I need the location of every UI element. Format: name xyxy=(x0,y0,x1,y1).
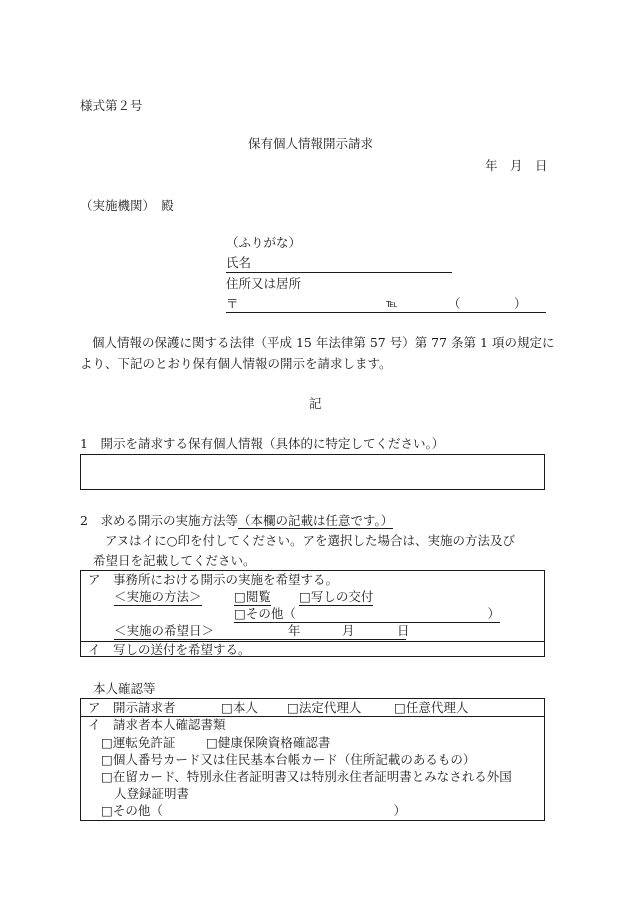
year-label: 年 xyxy=(288,623,301,638)
checkbox-legal-rep[interactable] xyxy=(287,700,299,715)
section2-instruction-1: アヌはイに○印を付してください。アを選択した場合は、実施の方法及び xyxy=(105,533,516,548)
checkbox-mynumber[interactable] xyxy=(101,752,113,767)
option-self[interactable]: □ 本人 xyxy=(221,702,258,715)
desired-date-field[interactable] xyxy=(114,623,410,640)
identity-box xyxy=(80,698,545,821)
doc-other-close: ） xyxy=(393,803,406,818)
furigana-label: （ふりがな） xyxy=(226,235,302,250)
doc-license[interactable]: □ 運転免許証 xyxy=(101,737,175,750)
name-label: 氏名 xyxy=(226,255,252,270)
option-voluntary-rep[interactable]: □ 任意代理人 xyxy=(394,702,468,715)
method-copy[interactable]: □ 写しの交付 xyxy=(299,591,373,606)
address-label: 住所又は居所 xyxy=(226,276,302,291)
doc-residence[interactable]: □ 在留カード、特別永住者証明書又は特別永住者証明書とみなされる外国 xyxy=(101,771,512,784)
checkbox-doc-other[interactable] xyxy=(101,803,113,818)
addressee: （実施機関） 殿 xyxy=(80,198,174,213)
checkbox-insurance[interactable] xyxy=(206,735,218,750)
method-box xyxy=(80,570,545,657)
date-field[interactable]: 年 月 日 xyxy=(485,158,548,173)
method-other[interactable]: □ その他（ ） xyxy=(234,608,500,623)
tel-label: ℡ xyxy=(386,297,398,310)
doc-mynumber[interactable]: □ 個人番号カード又は住民基本台帳カード（住所記載のあるもの） xyxy=(101,754,475,767)
checkbox-other-method[interactable] xyxy=(234,606,246,621)
option-legal-rep[interactable]: □ 法定代理人 xyxy=(287,702,361,715)
name-field[interactable] xyxy=(226,257,452,273)
postal-mark: 〒 xyxy=(226,296,239,311)
doc-residence-line2: 人登録証明書 xyxy=(114,786,190,801)
method-other-close: ） xyxy=(487,606,500,621)
form-number: 様式第２号 xyxy=(80,98,143,113)
form-title: 保有個人情報開示請求 xyxy=(248,136,374,151)
section2-instruction-2: 希望日を記載してください。 xyxy=(93,553,256,568)
address-tel-field[interactable] xyxy=(226,298,546,313)
option-a[interactable]: ア 事務所における開示の実施を希望する。 xyxy=(88,572,339,587)
identity-heading: 本人確認等 xyxy=(93,681,156,696)
doc-insurance[interactable]: □ 健康保険資格確認書 xyxy=(206,737,330,750)
method-view[interactable]: □ 閲覧 xyxy=(234,591,271,606)
tel-parens: （ ） xyxy=(448,296,531,311)
section2-heading-prefix: 2 求める開示の実施方法等 xyxy=(80,513,238,528)
date-label: ＜実施の希望日＞ xyxy=(114,623,215,638)
intro-line-1: 個人情報の保護に関する法律（平成 15 年法律第 57 号）第 77 条第 1 項の規定に xyxy=(92,335,555,350)
day-label: 日 xyxy=(397,623,410,638)
section2-heading-note: （本欄の記載は任意です。） xyxy=(237,513,394,528)
option-b[interactable]: イ 写しの送付を希望する。 xyxy=(88,642,251,657)
month-label: 月 xyxy=(342,623,355,638)
method-label: ＜実施の方法＞ xyxy=(114,589,202,604)
requester-type-label: ア 開示請求者 xyxy=(88,700,176,715)
checkbox-copy[interactable] xyxy=(299,589,311,604)
doc-other[interactable]: □ その他（ ） xyxy=(101,805,406,819)
ki-heading: 記 xyxy=(309,396,322,411)
id-docs-label: イ 請求者本人確認書類 xyxy=(88,717,226,732)
section1-heading: 1 開示を請求する保有個人情報（具体的に特定してください。） xyxy=(80,436,445,451)
intro-line-2: より、下記のとおり保有個人情報の開示を請求します。 xyxy=(80,356,392,371)
checkbox-license[interactable] xyxy=(101,735,113,750)
section2-heading xyxy=(80,515,393,528)
checkbox-residence[interactable] xyxy=(101,769,113,784)
requested-info-box[interactable] xyxy=(80,454,545,490)
checkbox-self[interactable] xyxy=(221,700,233,715)
checkbox-voluntary-rep[interactable] xyxy=(394,700,406,715)
checkbox-view[interactable] xyxy=(234,589,246,604)
